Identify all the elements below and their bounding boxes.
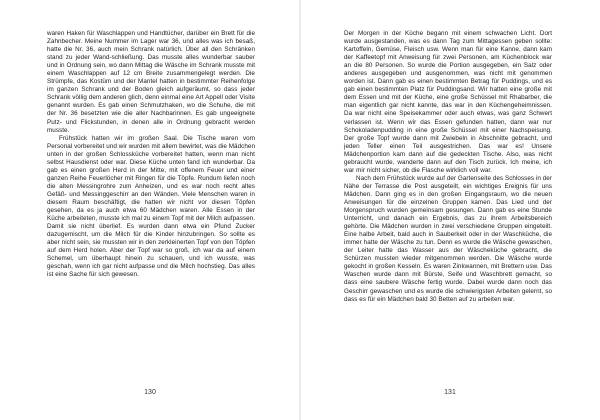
right-page-text <box>344 30 552 304</box>
left-paragraph-2: Frühstück hatten wir im großen Saal. Die Tische waren vom Personal vorbereitet und wir wurden mit allem bewirtet, was die Mädchen unten in der großen Schlossküche vorbereitet hatten, wenn man nicht selbst Hausdienst oder war. Diese Küche unten fand ich wunderbar. Da gab es einen großen Herd in der Mitte, mit offenem Feuer und einer ganzen Reihe Feuerlöcher mit Ringen für die Töpfe. Rundum liefen noch die alten Messingrohre zum Anheizen, und es war noch recht altes Gefäß- und Messinggeschirr an den Wänden. Viele Menschen waren in diesem Raum beschäftigt, die hatten wir nicht vor diesen Töpfen gesehen, da es ja auch etwa 60 Mädchen waren. Alle Essen in der Küche arbeiteten, musste ich mal zu einem Topf mit der Milch aufpassen. Damit sie nicht überlief. Es wurden dann etwa ein Pfund Zucker dazugemischt, um die Milch für die Kinder hinzubringen. So sollte es aber nicht sein, sie mussten wir in den zerkleinerten Topf von den Töpfen auf dem Herd holen. Aber der Topf war so groß, ich war da auf einem Schemel, um überhaupt hinein zu schauen, und ich wusste, was geschah, wenn ich gar nicht aufpasse und die Milch hochstieg. Das alles ist eine Sache für sich gewesen. <box>47 134 255 279</box>
right-paragraph-1: Der Morgen in der Küche begann mit einem schwachen Licht. Dort wurde ausgestanden, was es dann Tag zum Mittagessen geben sollte: Kartoffeln, Gemüse, Fleisch usw. Wenn man für eine Kanne, dann kam der Kaffeetopf mit Anweisung für zwei Personen, am Küchenblock war an die 80 Personen. So wurde die Portion ausgegeben, ein Salz oder anderes ausgegeben und ausgenommen, was nicht mit genommen worden ist. Dann gab es einen bestimmten Betrag für Puddings, und es gab einen bestimmten Platz für Puddingsand. Wir hatten eine große mit dem Essen und mit der Küche, eine große Schüssel mit Rhabarber, die man eigentlich gar nicht kannte, das war in den Küchengeheimnissen. Da war nicht eine Speisekammer oder auch etwas, was ganz Schwert verlassen ist. Wenn wir das Essen gefunden hatten, dann war nur Schokoladenpudding in eine große Schüssel mit einer Nachspeisung. Der große Topf wurde dann mit Zwiebeln in Abschnitte gebracht, und jeden Teller einen Teil ausgestrichen. Das war es! Unsere Mädchenportion kam dann auf die gedeckten Tische. Also, was nicht gebraucht wurde, wanderte dann auf den Tisch zurück. Ich meine, ich war mir nicht sicher, ob die Flasche wirklich voll war. <box>344 30 552 174</box>
right-page <box>300 0 600 420</box>
left-paragraph-1: waren Haken für Waschlappen und Handtücher, darüber ein Brett für die Zahnbecher. Meine Nummer im Lager war 36, und alles was ich besaß, hatte die Nr. 36, auch mein Schrank natürlich. Über all den Schränken stand zu jeder Wand-schließung. Das musste alles wunderbar sauber und in Ordnung sein, wo dann Mittag die Wäsche im Schrank musste mit einem Waschlappen auf 12 cm Breite zusammengelegt werden. Die Strümpfe, das Kostüm und der Mantel hatten in bestimmter Reihenfolge im ganzen Schrank und der Boden gleich aufgeräumt, so dass jeder Schrank völlig dem anderen glich, denn einmal eine Art Appell oder Visite genannt wurden. Es gab einen Schmutzhaken, wo die Schuhe, die mit der Nr. 36 besetzten wie die aller Nachbarinnen. Es gab ungeeignete Putz- und Flickstunden, in denen alle in Ordnung gebracht werden musste. <box>47 30 255 134</box>
left-page-text <box>47 30 255 279</box>
right-paragraph-2: Nach dem Frühstück wurde auf der Gartenseite des Schlosses in der Nähe der Terrasse die Post ausgeteilt, ein wichtiges Ereignis für uns Mädchen. Dann ging es in den großen Eingangsraum, wo die neuen Anweisungen für die einzelnen Gruppen kamen. Das Lied und der Morgenspruch wurden gemeinsam gesungen. Dann gab es eine Stunde Unterricht, und danach ein Ergebnis, das zu ihrem Arbeitsbereich gehörte. Die Mädchen wurden in zwei verschiedene Gruppen eingeteilt. Eine halbe Arbeit, bald auch in Sauberkeit oder in der Waschküche, die immer hatte der Wäsche zu tun. Denn es wurde die Wäsche gewaschen, der Leiter hatte das Wasser aus der Wäscheküche gebracht, die Schürzen mussten wieder mitgenommen werden. Die Wäsche wurde gekocht in großen Kesseln. Es waren Zinkwannen, mit Brettern usw. Das Waschen wurde dann mit Bürste, Seife und Waschbrett gemacht, so dass eine saubere Wäsche fertig wurde. Dabei wurde dann noch das Geschirr gewaschen und es wurde die schwierigsten Arbeiten gelernt, so dass es für ein Mädchen bald 30 Betten auf zu arbeiten war. <box>344 174 552 303</box>
right-page-number: 131 <box>444 389 456 396</box>
left-page-number: 130 <box>144 389 156 396</box>
